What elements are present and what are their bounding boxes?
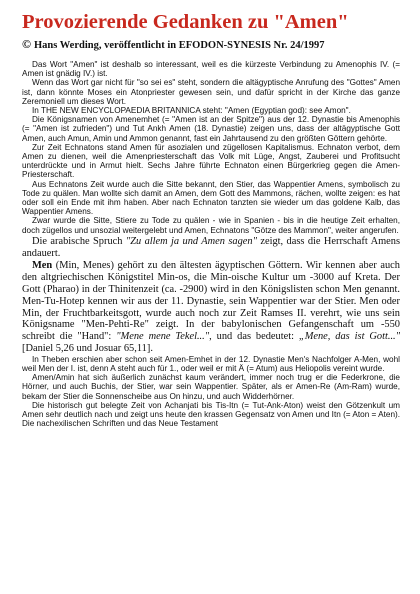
paragraph-9-a: (Min, Menes) gehört zu den ältesten ägyptischen Göttern. Wir kennen aber auch den altgriechischen Königstitel Min-os, die Min-oische Kultur um -3000 auf Kreta. Der Gott (Pharao) in der Thinitenzeit (ca. -2900) wird in den Königslisten schon Men genannt. Men-Tu-Hotep kennen wir aus der 11. Dynastie, sein Wappentier war der Stier. Men oder Min, der Fruchtbarkeitsgott, wurde auch noch zur Zeit Ramses II. verehrt, wie uns sein Königsname "Men-Pehti-Re" zeigt. In der babylonischen Gefangenschaft um -550 schreibt die "Hand": bbox=[22, 260, 400, 343]
paragraph-9-b: , und das bedeutet: bbox=[209, 331, 299, 343]
paragraph-1: Das Wort "Amen" ist deshalb so interessant, weil es die kürzeste Verbindung zu Amenophis IV. (= Amen ist gnädig IV.) ist. bbox=[22, 60, 400, 79]
byline-text: Hans Werding, veröffentlicht in EFODON-SYNESIS Nr. 24/1997 bbox=[33, 40, 325, 51]
paragraph-8 bbox=[22, 236, 400, 260]
paragraph-11: Amen/Amin hat sich äußerlich zunächst kaum verändert, immer noch trug er die Federkrone, die Hörner, und auch Buchis, der Stier, war sein Wappentier. Später, als er Amen-Re (Am-Ram) wurde, bekam der Stier die Sonnenscheibe aus On hinzu, und auch Widderhörner. bbox=[22, 373, 400, 401]
paragraph-7: Zwar wurde die Sitte, Stiere zu Tode zu quälen - wie in Spanien - bis in die heutige Zeit erhalten, doch zügellos und unsozial weitergelebt und Amen, Echnatons "Götze des Mammon", weiter angerufen. bbox=[22, 216, 400, 235]
paragraph-9 bbox=[22, 260, 400, 354]
paragraph-5: Zur Zeit Echnatons stand Amen für asozialen und zügellosen Kapitalismus. Echnaton verbot, dem Amen zu dienen, weil die Amenpriesterschaft das Volk mit Lüge, Angst, Zauberei und Profitsucht unterdrückte und in Armut hielt. Sechs Jahre führte Echnaton einen Bürgerkrieg gegen die Amen-Priesterschaft. bbox=[22, 142, 400, 180]
copyright-symbol: © bbox=[22, 37, 31, 51]
paragraph-8-quote: "Zu allem ja und Amen sagen" bbox=[125, 235, 257, 247]
paragraph-3: In THE NEW ENCYCLOPAEDIA BRITANNICA steht: "Amen (Egyptian god): see Amon". bbox=[32, 106, 351, 116]
paragraph-9-quote-1: "Mene mene Tekel..." bbox=[116, 331, 210, 343]
paragraph-12: Die historisch gut belegte Zeit von Achanjati bis Tis-Itn (= Tut-Ank-Aton) weist den Götzenkult um Amen sehr deutlich nach und zeigt uns heute den krassen Gegensatz von Amen und Itn (= Aton = Aten). Die nachexilischen Schriften und das Neue Testament bbox=[22, 400, 400, 429]
article-title: Provozierende Gedanken zu "Amen" bbox=[22, 11, 349, 33]
paragraph-9-quote-2: „Mene, das ist Gott..." bbox=[298, 331, 401, 343]
paragraph-10: In Theben erschien aber schon seit Amen-Emhet in der 12. Dynastie Men's Nachfolger A-Men, wohl weil Men der I. ist, denn A steht auch für 1., oder weil er mit Ä (= Atum) aus Heliopolis vereint wurde. bbox=[22, 354, 400, 374]
paragraph-8-pre: Die arabische Spruch bbox=[32, 235, 126, 247]
paragraph-9-c: [Daniel 5,26 und Josuar 65,11]. bbox=[22, 343, 153, 355]
byline bbox=[22, 37, 400, 53]
paragraph-4: Die Königsnamen von Amenemhet (= "Amen ist an der Spitze") aus der 12. Dynastie bis Amenophis (= "Amen ist zufrieden") und Tut Ankh Amen (18. Dynastie) zeigen uns, dass der altägyptische Gott Amen, auch Amun, Amin und Ammon genannt, fast ein Jahrtausend zu den größten Göttern gehörte. bbox=[22, 115, 400, 143]
paragraph-9-head: Men bbox=[32, 260, 53, 272]
paragraph-8-post: zeigt, dass die Herrschaft Amens andauert. bbox=[22, 235, 401, 259]
paragraph-2: Wenn das Wort gar nicht für "so sei es" steht, sondern die altägyptische Anrufung des "Gottes" Amen ist, dann könnte Moses ein Atonpriester gewesen sein, und dafür spricht in der Kirche das ganze Zeremoniell um dieses Wort. bbox=[22, 78, 400, 106]
paragraph-6: Aus Echnatons Zeit wurde auch die Sitte bekannt, den Stier, das Wappentier Amens, symbolisch zu Tode zu quälen. Man wollte sich damit an Amen, dem Gott des Mammons, rächen, wollte zeigen: es hat oder soll ein Ende mit ihm haben. Aber nach Echnaton tanzten sie wieder um das goldene Kalb, das Wappentier Amens. bbox=[22, 179, 400, 217]
